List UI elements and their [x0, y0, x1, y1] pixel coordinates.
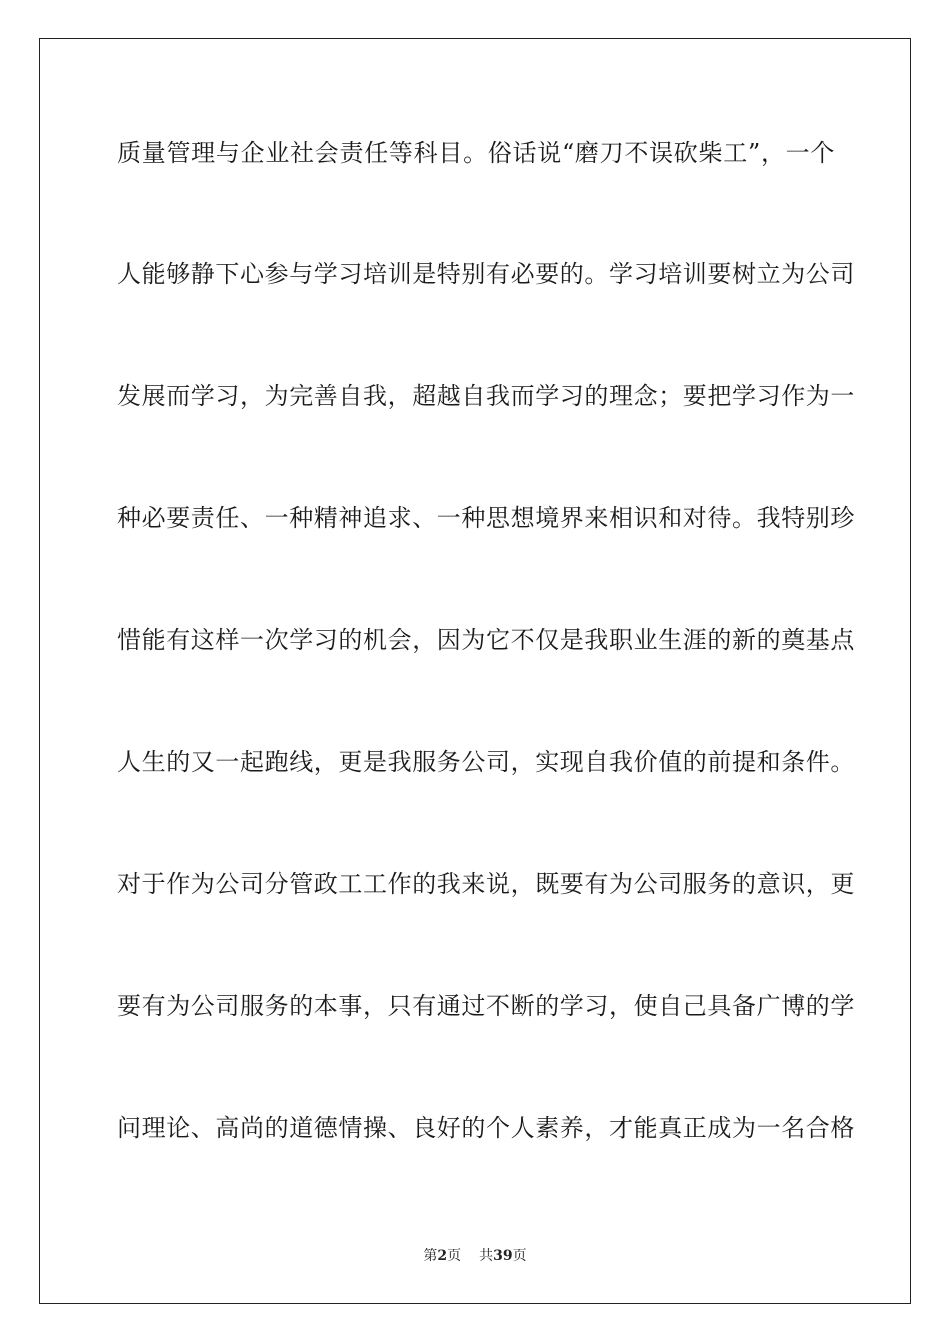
total-label-prefix: 共	[479, 1248, 494, 1264]
page-footer	[0, 1246, 950, 1266]
text-line: 人能够静下心参与学习培训是特别有必要的。学习培训要树立为公司	[117, 260, 855, 288]
total-label-suffix: 页	[512, 1248, 527, 1264]
text-line: 质量管理与企业社会责任等科目。俗话说“磨刀不误砍柴工”，一个	[117, 139, 835, 167]
total-pages: 39	[493, 1248, 513, 1264]
text-line: 对于作为公司分管政工工作的我来说，既要有为公司服务的意识，更	[117, 870, 855, 898]
page-label-prefix: 第	[423, 1248, 438, 1264]
page-label-suffix: 页	[447, 1248, 462, 1264]
page-number: 2	[437, 1248, 448, 1264]
text-line: 惜能有这样一次学习的机会，因为它不仅是我职业生涯的新的奠基点	[117, 626, 855, 654]
text-line: 要有为公司服务的本事，只有通过不断的学习，使自己具备广博的学	[117, 992, 855, 1020]
text-line: 人生的又一起跑线，更是我服务公司，实现自我价值的前提和条件。	[117, 748, 855, 776]
text-line: 发展而学习，为完善自我，超越自我而学习的理念；要把学习作为一	[117, 382, 855, 410]
text-line: 种必要责任、一种精神追求、一种思想境界来相识和对待。我特别珍	[117, 504, 855, 532]
text-line: 问理论、高尚的道德情操、良好的个人素养，才能真正成为一名合格	[117, 1114, 855, 1142]
